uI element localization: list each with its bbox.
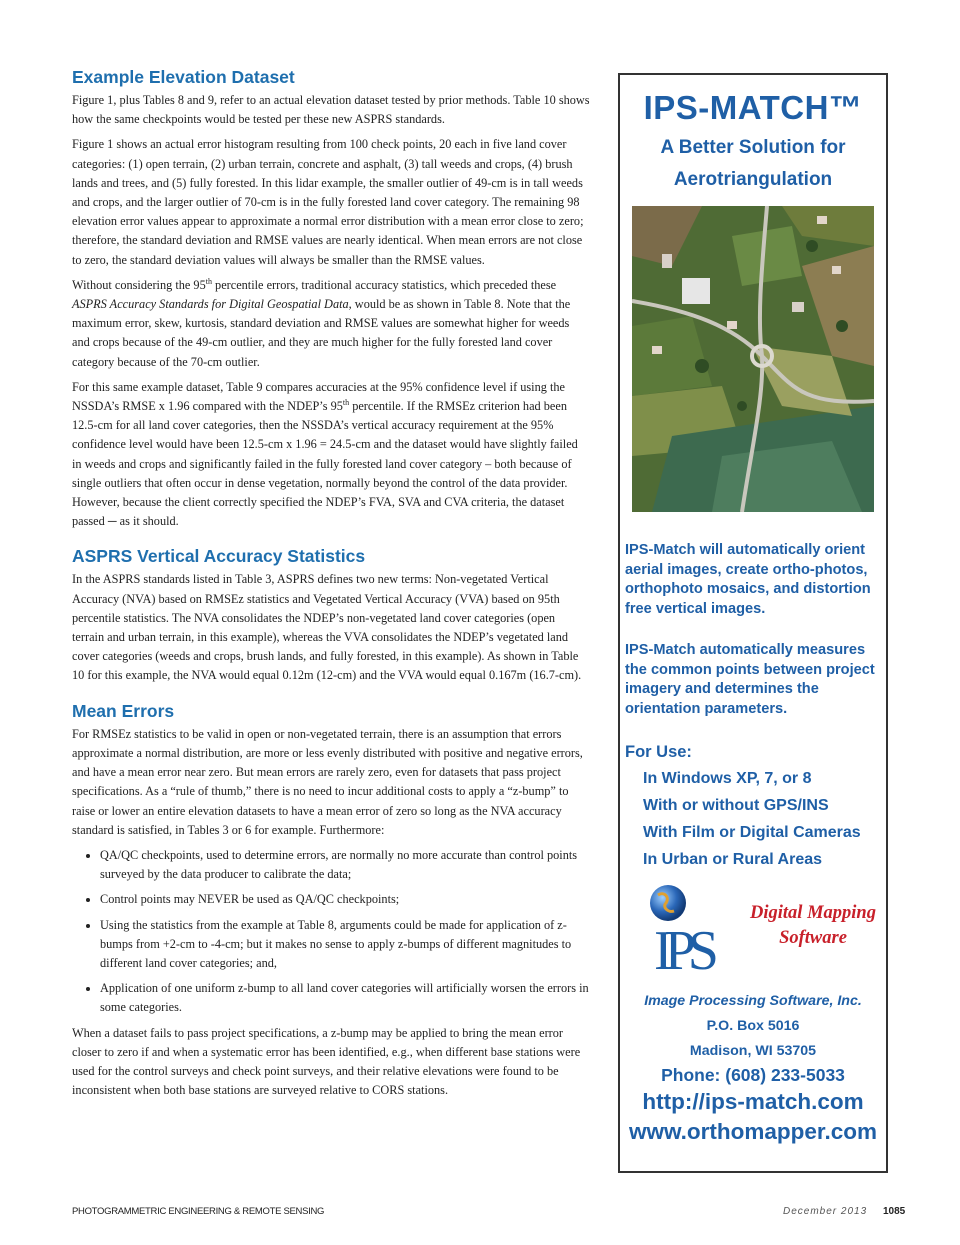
- list-item: In Windows XP, 7, or 8: [643, 770, 812, 787]
- list-item: • Using the statistics from the example at Table 8, arguments could be made for application of z-bumps from +2-cm to -4-cm; but it makes no sense to apply z-bumps of different magnitudes to different land cover categories; and,: [100, 916, 590, 974]
- list-item: • Control points may NEVER be used as QA/QC checkpoints;: [100, 890, 590, 909]
- list-item: With Film or Digital Cameras: [643, 824, 861, 841]
- digital-mapping-software-text: Digital Mapping Software: [750, 903, 876, 948]
- section-heading-example-elevation-dataset: Example Elevation Dataset: [72, 67, 295, 87]
- page-number: 1085: [883, 1206, 906, 1217]
- journal-name: PHOTOGRAMMETRIC ENGINEERING & REMOTE SENSING: [72, 1206, 325, 1217]
- section-heading-mean-errors: Mean Errors: [72, 700, 175, 721]
- section-heading-aspres-vertical-accuracy: ASPRS Vertical Accuracy Statistics: [72, 546, 366, 567]
- paragraph: Without considering the 95th percentile errors, traditional accuracy statistics, which preceded these ASPRS Accuracy Standards for Digital Geospatial Data, would be as shown in Table 8. Note that the maximum error, skew, kurtosis, standard deviation and RMSE values are somewhat higher for weeds and crops because of the 49-cm outlier, and they are much higher for the fully forested land cover category because of the 70-cm outlier.: [72, 276, 571, 369]
- ad-paragraph-1: IPS-Match will automatically orient aerial images, create ortho-photos, orthophoto mosaics, and distortion free vertical images.: [625, 542, 871, 617]
- paragraph: When a dataset fails to pass project specifications, a z-bump may be applied to bring the mean error closer to zero if and when a systematic error has been identified, e.g., when different base stations were used for the control surveys and check point surveys, and their relative elevations were found to be inconsistent when both base stations are surveyed relative to CORS stations.: [72, 1025, 581, 1098]
- paragraph: For this same example dataset, Table 9 compares accuracies at the 95% confidence level if using the NSSDA’s RMSE x 1.96 compared with the NDEP’s 95th percentile. If the RMSEz criterion had been 12.5-cm for all land cover categories, then the NSSDA’s vertical accuracy requirement at the 95% confidence level would have been 12.5-cm x 1.96 = 24.5-cm and the dataset would have slightly failed in weeds and crops and significantly failed in the fully forested land cover category – both because of single outliers that often occur in dense vegetation, normally beyond the control of the data provider. However, because the client correctly specified the NDEP’s FVA, SVA and CVA criteria, the dataset passed ─ as it should.: [72, 379, 578, 529]
- list-item: • QA/QC checkpoints, used to determine errors, are normally no more accurate than control points surveyed by the data producer to calibrate the data;: [100, 846, 590, 884]
- article-column: [72, 66, 590, 1106]
- ad-paragraph-2: IPS-Match automatically measures the common points between project imagery and determines the orientation parameters.: [625, 642, 875, 717]
- paragraph: For RMSEz statistics to be valid in open or non-vegetated terrain, there is an assumption that errors approximate a normal distribution, are more or less evenly distributed with positive and negative errors, and have a mean error near zero. But mean errors are rarely zero, even for datasets that pass project specifications. As a “rule of thumb,” there is no need to incur additional costs to apply a “z-bump” to raise or lower an entire elevation datasets to have a mean error of zero so long as the NVA accuracy standard is satisfied, in Tables 3 or 6 for example. Furthermore:: [72, 726, 583, 837]
- po-box: P.O. Box 5016: [706, 1018, 800, 1034]
- company-name: Image Processing Software, Inc.: [644, 993, 862, 1009]
- bullet-list: [72, 846, 590, 1018]
- for-use-heading: For Use:: [625, 743, 692, 761]
- paragraph: Figure 1 shows an actual error histogram resulting from 100 check points, 20 each in five land cover categories: (1) open terrain, (2) urban terrain, concrete and asphalt, (3) tall weeds and crops, (4) brush lands and trees, and (5) fully forested. In this lidar example, the smaller outlier of 49-cm is in tall weeds and crops, and the larger outlier of 70-cm is in the fully forested land cover category. The remaining 98 elevation error values appear to approximate a normal error distribution with a mean error close to zero; therefore, the standard deviation and RMSE values are nearly identical. When mean errors are not close to zero, the standard deviation values will always be smaller than the RMSE values.: [72, 137, 584, 267]
- url-ips-match[interactable]: http://ips-match.com: [642, 1089, 864, 1114]
- city: Madison, WI 53705: [689, 1043, 817, 1059]
- ips-match-advertisement: [618, 73, 888, 1173]
- issue-date: December 2013: [783, 1206, 868, 1217]
- for-use-list: [625, 739, 861, 873]
- ad-subtitle: A Better Solution for Aerotriangulation: [660, 137, 846, 190]
- list-item: With or without GPS/INS: [643, 797, 829, 814]
- ips-logo: IPS: [644, 883, 724, 983]
- phone: Phone: (608) 233-5033: [661, 1065, 845, 1085]
- globe-icon: [648, 883, 692, 923]
- ad-title: IPS-MATCH™: [643, 89, 863, 126]
- aerial-photo: [632, 206, 874, 512]
- paragraph: In the ASPRS standards listed in Table 3, ASPRS defines two new terms: Non-vegetated Vertical Accuracy (NVA) based on RMSEz statistics and Vegetated Vertical Accuracy (VVA) based on 95th percentile statistics. The NVA consolidates the NDEP’s non-vegetated land cover categories (open terrain and urban terrain, in this example), whereas the VVA consolidates the NDEP’s vegetated land cover categories (weeds and crops, brush lands, and fully forested, in this example). As shown in Table 10 for this example, the NVA would equal 0.12m (12-cm) and the VVA would equal 0.167m (16.7-cm).: [72, 572, 582, 683]
- paragraph: Figure 1, plus Tables 8 and 9, refer to an actual elevation dataset tested by prior methods. Table 10 shows how the same checkpoints would be tested per these new ASPRS standards.: [72, 93, 590, 127]
- list-item: In Urban or Rural Areas: [643, 851, 823, 868]
- list-item: • Application of one uniform z-bump to all land cover categories will artificially worsen the errors in some categories.: [100, 979, 590, 1017]
- url-orthomapper[interactable]: www.orthomapper.com: [629, 1119, 877, 1144]
